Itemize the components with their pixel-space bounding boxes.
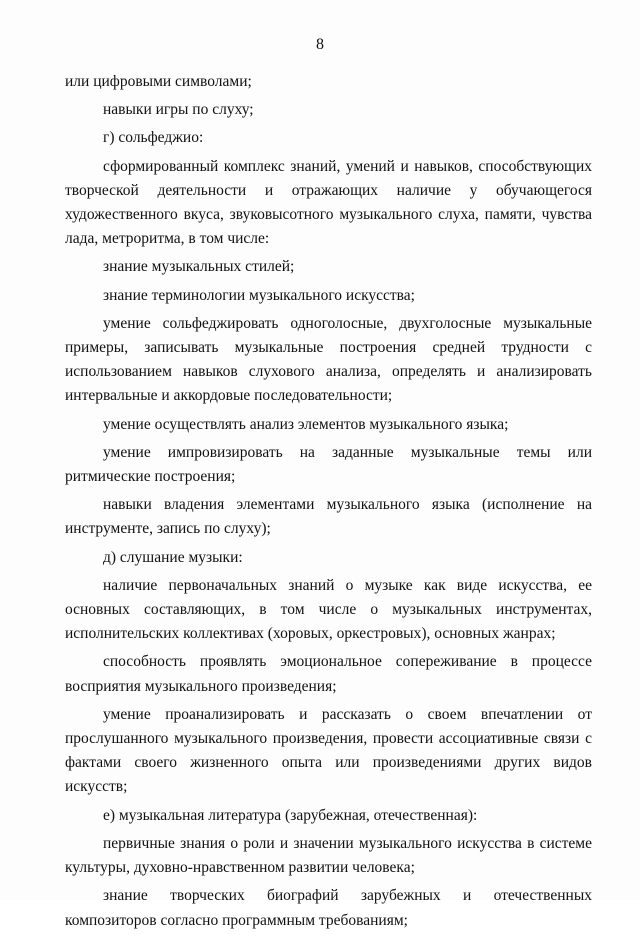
paragraph: умение проанализировать и рассказать о своем впечатлении от прослушанного музыкального произведения, провести ассоциативные связи с фактами своего жизненного опыта или произведениями других видов искусств;	[65, 705, 592, 796]
paragraph: способность проявлять эмоциональное сопереживание в процессе восприятия музыкального произведения;	[65, 653, 592, 695]
section-heading: д) слушание музыки:	[103, 548, 243, 566]
section-heading: г) сольфеджио:	[103, 129, 204, 147]
paragraph: знание музыкальных стилей;	[103, 258, 295, 276]
paragraph: знание творческих биографий зарубежных и отечественных композиторов согласно программным требованиям;	[65, 887, 592, 929]
body-text	[65, 70, 592, 937]
paragraph: сформированный комплекс знаний, умений и навыков, способствующих творческой деятельности и отражающих наличие у обучающегося художественного вкуса, звуковысотного музыкального слуха, памяти, чувства лада, метроритма, в том числе:	[65, 157, 592, 248]
paragraph: навыки владения элементами музыкального языка (исполнение на инструменте, запись по слуху);	[65, 496, 592, 538]
paragraph: знание терминологии музыкального искусства;	[103, 286, 415, 304]
paragraph: умение сольфеджировать одноголосные, двухголосные музыкальные примеры, записывать музыкальные построения средней трудности с использованием навыков слухового анализа, определять и анализировать интервальные и аккордовые последовательности;	[65, 314, 592, 405]
paragraph: или цифровыми символами;	[65, 73, 252, 90]
section-heading: е) музыкальная литература (зарубежная, отечественная):	[103, 806, 478, 824]
paragraph: навыки игры по слуху;	[103, 101, 254, 119]
paragraph: умение импровизировать на заданные музыкальные темы или ритмические построения;	[65, 443, 592, 486]
paragraph: наличие первоначальных знаний о музыке как виде искусства, ее основных составляющих, в том числе о музыкальных инструментах, исполнительских коллективах (хоровых, оркестровых), основных жанрах;	[65, 576, 592, 643]
page-number: 8	[316, 36, 324, 53]
paragraph: умение осуществлять анализ элементов музыкального языка;	[103, 415, 509, 433]
paragraph: первичные знания о роли и значении музыкального искусства в системе культуры, духовно-нравственном развитии человека;	[65, 834, 592, 877]
